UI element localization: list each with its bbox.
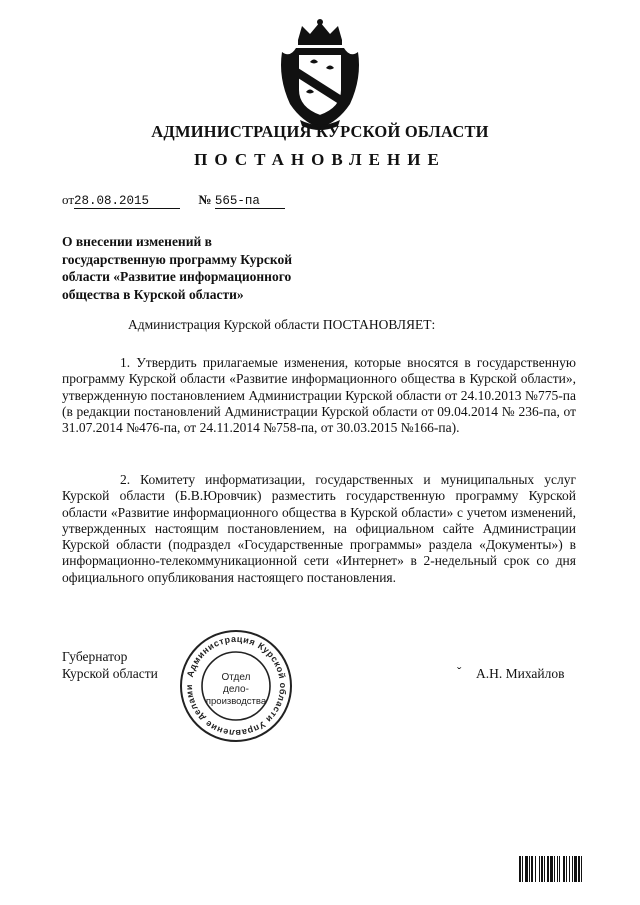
document-number: 565-па bbox=[215, 195, 285, 209]
office-stamp bbox=[178, 628, 294, 744]
svg-text:производства: производства bbox=[205, 696, 267, 707]
date-prefix: от bbox=[62, 192, 75, 207]
document-subject bbox=[62, 233, 362, 303]
preamble: Администрация Курской области ПОСТАНОВЛЯЕТ: bbox=[128, 317, 436, 332]
subject-line: О внесении изменений в bbox=[62, 234, 212, 249]
document-type-title: ПОСТАНОВЛЕНИЕ bbox=[194, 150, 446, 169]
signatory-name: А.Н. Михайлов bbox=[476, 666, 565, 681]
signatory-title-line2: Курской области bbox=[62, 666, 158, 681]
paragraph-1: 1. Утвердить прилагаемые изменения, которые вносятся в государственную программу Курской области «Развитие информационного общества в Курской области», утвержденную постановлением Администрации Курской области от 24.10.2013 №775-па (в редакции постановлений Администрации Курской области от 09.04.2014 № 236-па, от 31.07.2014 №476-па, от 24.11.2014 №758-па, от 30.03.2015 №166-па). bbox=[62, 355, 576, 436]
barcode bbox=[518, 856, 614, 882]
svg-text:дело-: дело- bbox=[223, 684, 249, 695]
signatory-title-line1: Губернатор bbox=[62, 649, 128, 664]
subject-line: общества в Курской области» bbox=[62, 286, 244, 302]
svg-text:Отдел: Отдел bbox=[221, 672, 251, 683]
signature-mark: ˇ bbox=[457, 664, 462, 679]
svg-text:Администрация Курской области: Администрация Курской области Управление делами bbox=[183, 633, 289, 739]
date-number-line bbox=[62, 192, 285, 209]
paragraph-2: 2. Комитету информатизации, государственных и муниципальных услуг Курской области (Б.В.Юровчик) разместить государственную программу Курской области «Развитие информационного общества в Курской области» с учетом изменений, утвержденных настоящим постановлением, на официальном сайте Администрации Курской области (подраздел «Государственные программы» раздела «Документы») в информационно-телекоммуникационной сети «Интернет» в 2-недельный срок со дня официального опубликования настоящего постановления. bbox=[62, 472, 576, 585]
number-prefix: № bbox=[198, 192, 212, 207]
subject-line: области «Развитие информационного bbox=[62, 269, 292, 284]
coat-of-arms-emblem bbox=[268, 18, 372, 134]
organization-name: АДМИНИСТРАЦИЯ КУРСКОЙ ОБЛАСТИ bbox=[151, 122, 489, 141]
document-date: 28.08.2015 bbox=[74, 195, 180, 209]
subject-line: государственную программу Курской bbox=[62, 251, 293, 267]
signatory-title bbox=[62, 648, 158, 682]
